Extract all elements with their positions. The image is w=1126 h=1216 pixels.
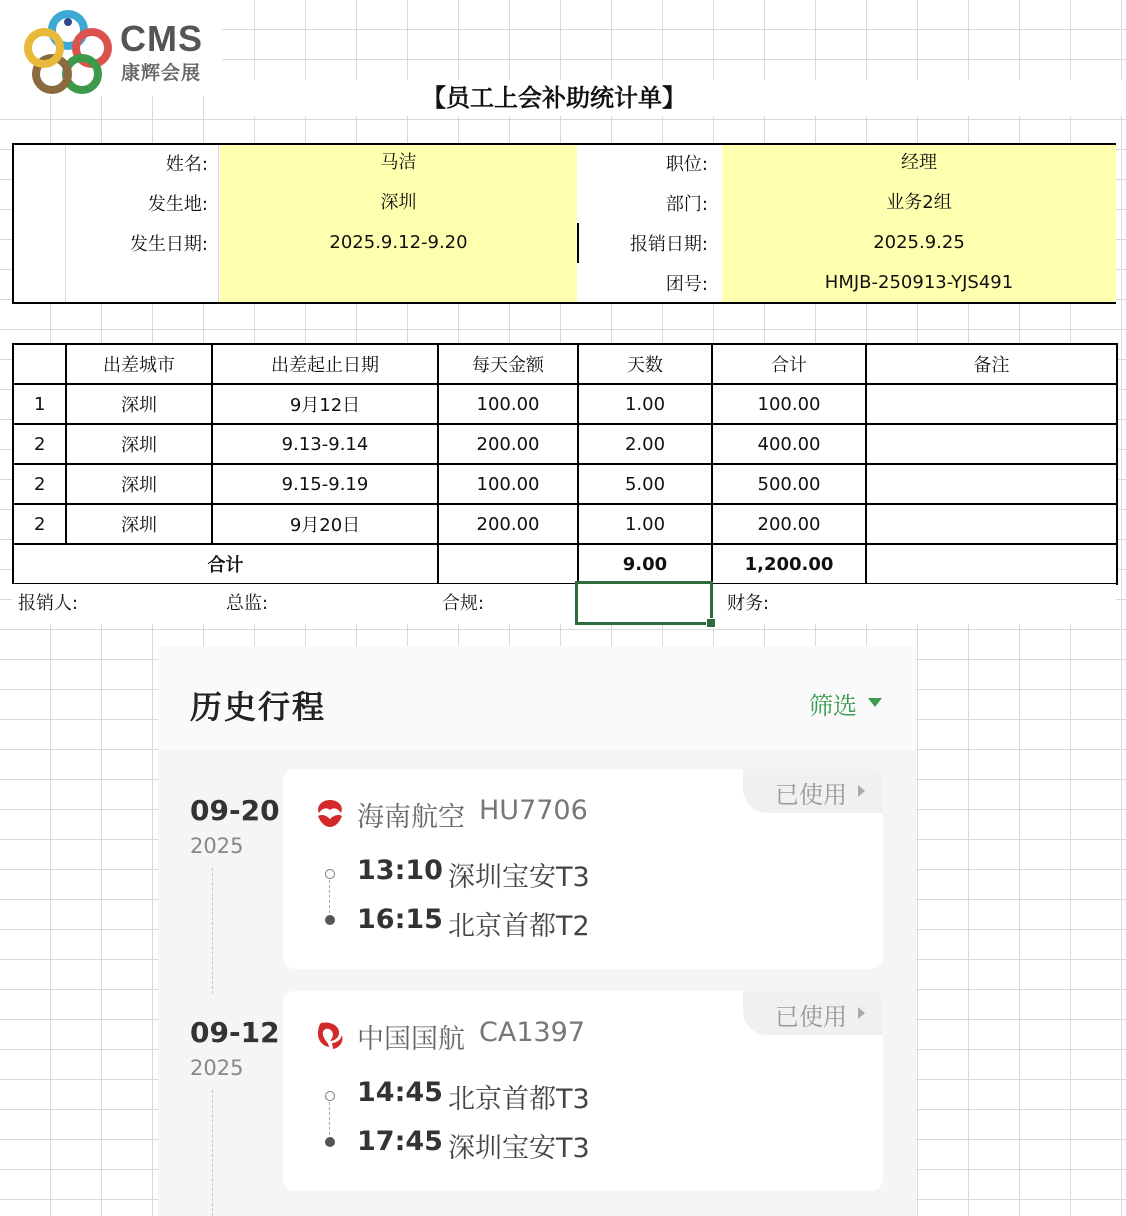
history-header bbox=[158, 646, 916, 750]
table-cell[interactable]: 400.00 bbox=[712, 424, 866, 464]
column-header: 合计 bbox=[712, 344, 866, 384]
departure-time: 13:10 bbox=[357, 855, 443, 886]
dept-label: 部门: bbox=[665, 194, 708, 215]
table-cell[interactable]: 200.00 bbox=[438, 504, 578, 544]
timeline-line bbox=[212, 868, 213, 994]
total-amount[interactable]: 1,200.00 bbox=[712, 544, 866, 584]
column-header: 备注 bbox=[866, 344, 1117, 384]
place-value[interactable]: 深圳 bbox=[380, 192, 417, 213]
timeline-line bbox=[212, 1090, 213, 1216]
trip-card[interactable] bbox=[283, 991, 883, 1191]
arrival-place: 北京首都T2 bbox=[448, 911, 590, 942]
reimb-date-label: 报销日期: bbox=[629, 234, 708, 255]
caret-down-icon[interactable] bbox=[868, 698, 882, 707]
table-cell[interactable]: 200.00 bbox=[438, 424, 578, 464]
brand-name-cn: 康辉会展 bbox=[121, 62, 202, 84]
table-cell[interactable]: 1.00 bbox=[578, 504, 712, 544]
table-cell[interactable]: 深圳 bbox=[66, 464, 212, 504]
table-cell[interactable] bbox=[866, 384, 1117, 424]
director-label: 总监: bbox=[226, 593, 269, 614]
detail-table bbox=[12, 343, 1118, 585]
trip-date: 09-20 bbox=[190, 794, 280, 827]
airline-name: 中国国航 bbox=[357, 1024, 465, 1055]
arrival-node-icon bbox=[325, 915, 335, 925]
name-label: 姓名: bbox=[165, 154, 208, 175]
fill-handle[interactable] bbox=[706, 618, 716, 628]
column-header bbox=[13, 344, 66, 384]
arrival-time: 16:15 bbox=[357, 904, 443, 935]
finance-label: 财务: bbox=[727, 593, 770, 614]
departure-node-icon bbox=[325, 869, 335, 879]
selected-cell[interactable] bbox=[575, 581, 713, 625]
table-cell[interactable]: 9月12日 bbox=[212, 384, 438, 424]
status-badge[interactable] bbox=[743, 769, 883, 813]
table-row bbox=[13, 464, 1117, 504]
flight-number: HU7706 bbox=[479, 795, 588, 826]
table-cell[interactable]: 9.15-9.19 bbox=[212, 464, 438, 504]
logo-area bbox=[0, 0, 222, 96]
status-label: 已使用 bbox=[775, 781, 847, 809]
table-cell[interactable]: 9.13-9.14 bbox=[212, 424, 438, 464]
table-row bbox=[13, 384, 1117, 424]
trip-year: 2025 bbox=[190, 834, 244, 858]
table-cell[interactable]: 200.00 bbox=[712, 504, 866, 544]
compliance-label: 合规: bbox=[442, 593, 485, 614]
info-block bbox=[12, 143, 1116, 304]
table-cell[interactable]: 2 bbox=[13, 464, 66, 504]
table-header-row bbox=[13, 344, 1117, 384]
reimb-date-value[interactable]: 2025.9.25 bbox=[873, 232, 965, 253]
table-cell[interactable]: 2.00 bbox=[578, 424, 712, 464]
departure-node-icon bbox=[325, 1091, 335, 1101]
table-cell[interactable]: 500.00 bbox=[712, 464, 866, 504]
applicant-label: 报销人: bbox=[18, 593, 79, 614]
departure-time: 14:45 bbox=[357, 1077, 443, 1108]
total-days[interactable]: 9.00 bbox=[578, 544, 712, 584]
table-cell[interactable] bbox=[438, 544, 578, 584]
table-cell[interactable]: 100.00 bbox=[438, 384, 578, 424]
chevron-right-icon bbox=[858, 1007, 865, 1019]
column-header: 出差起止日期 bbox=[212, 344, 438, 384]
sheet-title: 【员工上会补助统计单】 bbox=[422, 84, 686, 112]
position-value[interactable]: 经理 bbox=[901, 152, 937, 173]
history-title: 历史行程 bbox=[190, 688, 327, 726]
brand-name: CMS bbox=[120, 18, 203, 59]
place-label: 发生地: bbox=[147, 194, 208, 215]
table-row bbox=[13, 504, 1117, 544]
trip-date: 09-12 bbox=[190, 1016, 280, 1049]
table-row bbox=[13, 424, 1117, 464]
name-value[interactable]: 马洁 bbox=[380, 152, 417, 173]
column-header: 每天金额 bbox=[438, 344, 578, 384]
airline-name: 海南航空 bbox=[357, 802, 465, 833]
table-cell[interactable]: 深圳 bbox=[66, 504, 212, 544]
table-cell[interactable]: 深圳 bbox=[66, 424, 212, 464]
table-cell[interactable] bbox=[866, 544, 1117, 584]
date-value[interactable]: 2025.9.12-9.20 bbox=[329, 232, 468, 253]
flight-number: CA1397 bbox=[479, 1017, 586, 1048]
column-header: 天数 bbox=[578, 344, 712, 384]
position-label: 职位: bbox=[665, 154, 708, 175]
trip-history-panel bbox=[158, 646, 916, 1216]
flower-logo-icon bbox=[22, 8, 114, 94]
table-cell[interactable]: 9月20日 bbox=[212, 504, 438, 544]
chevron-right-icon bbox=[858, 785, 865, 797]
table-cell[interactable]: 5.00 bbox=[578, 464, 712, 504]
trip-year: 2025 bbox=[190, 1056, 244, 1080]
date-label: 发生日期: bbox=[129, 234, 208, 255]
signature-row bbox=[12, 584, 1116, 624]
arrival-place: 深圳宝安T3 bbox=[448, 1133, 590, 1164]
total-row bbox=[13, 544, 1117, 584]
route-connector bbox=[329, 1102, 330, 1135]
group-label: 团号: bbox=[665, 274, 708, 295]
table-cell[interactable] bbox=[866, 424, 1117, 464]
status-badge[interactable] bbox=[743, 991, 883, 1035]
table-cell[interactable]: 深圳 bbox=[66, 384, 212, 424]
group-value[interactable]: HMJB-250913-YJS491 bbox=[824, 272, 1014, 293]
table-cell[interactable]: 100.00 bbox=[712, 384, 866, 424]
filter-button[interactable]: 筛选 bbox=[809, 692, 857, 720]
table-cell[interactable]: 2 bbox=[13, 424, 66, 464]
total-label[interactable]: 合计 bbox=[13, 544, 438, 584]
table-cell[interactable] bbox=[866, 464, 1117, 504]
column-header: 出差城市 bbox=[66, 344, 212, 384]
air-china-icon bbox=[313, 1019, 347, 1051]
trip-card[interactable] bbox=[283, 769, 883, 969]
departure-place: 深圳宝安T3 bbox=[448, 862, 590, 893]
status-label: 已使用 bbox=[775, 1003, 847, 1031]
table-cell[interactable]: 100.00 bbox=[438, 464, 578, 504]
arrival-node-icon bbox=[325, 1137, 335, 1147]
hainan-airlines-icon bbox=[313, 797, 347, 829]
table-cell[interactable]: 2 bbox=[13, 504, 66, 544]
departure-place: 北京首都T3 bbox=[448, 1084, 590, 1115]
table-cell[interactable]: 1.00 bbox=[578, 384, 712, 424]
table-cell[interactable]: 1 bbox=[13, 384, 66, 424]
table-cell[interactable] bbox=[866, 504, 1117, 544]
arrival-time: 17:45 bbox=[357, 1126, 443, 1157]
cell-border bbox=[577, 223, 579, 263]
grid-line bbox=[218, 145, 219, 302]
dept-value[interactable]: 业务2组 bbox=[886, 192, 952, 213]
route-connector bbox=[329, 880, 330, 913]
